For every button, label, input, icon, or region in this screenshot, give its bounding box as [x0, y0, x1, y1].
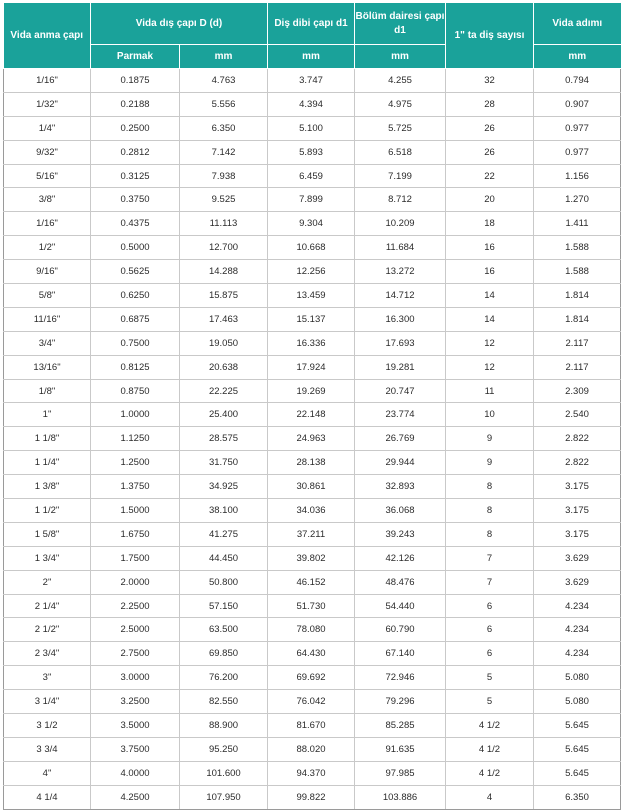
- table-row: [4, 522, 621, 546]
- header-threads-per-inch: 1" ta diş sayısı: [446, 3, 534, 69]
- cell-pitch-diameter-mm: 4.975: [355, 92, 446, 116]
- table-row: [4, 570, 621, 594]
- cell-root-mm: 51.730: [268, 594, 355, 618]
- cell-threads-per-inch: 20: [446, 188, 534, 212]
- cell-nominal-size: 2 1/2": [4, 618, 91, 642]
- cell-pitch-mm: 2.540: [534, 403, 621, 427]
- table-row: [4, 737, 621, 761]
- subheader-pitch-diameter-mm: mm: [355, 45, 446, 69]
- cell-root-mm: 22.148: [268, 403, 355, 427]
- cell-outer-mm: 11.113: [180, 212, 268, 236]
- cell-outer-mm: 34.925: [180, 475, 268, 499]
- table-row: [4, 642, 621, 666]
- cell-pitch-diameter-mm: 6.518: [355, 140, 446, 164]
- cell-pitch-mm: 1.588: [534, 260, 621, 284]
- cell-pitch-diameter-mm: 19.281: [355, 355, 446, 379]
- cell-outer-inch: 1.3750: [91, 475, 180, 499]
- cell-pitch-diameter-mm: 16.300: [355, 307, 446, 331]
- cell-outer-mm: 50.800: [180, 570, 268, 594]
- cell-root-mm: 5.100: [268, 116, 355, 140]
- table-row: [4, 284, 621, 308]
- cell-pitch-diameter-mm: 97.985: [355, 761, 446, 785]
- cell-threads-per-inch: 6: [446, 642, 534, 666]
- table-row: [4, 403, 621, 427]
- cell-threads-per-inch: 18: [446, 212, 534, 236]
- cell-threads-per-inch: 14: [446, 307, 534, 331]
- table-row: [4, 355, 621, 379]
- cell-pitch-mm: 2.822: [534, 451, 621, 475]
- cell-threads-per-inch: 5: [446, 666, 534, 690]
- table-row: [4, 140, 621, 164]
- cell-pitch-diameter-mm: 4.255: [355, 69, 446, 93]
- cell-nominal-size: 4 1/4: [4, 785, 91, 809]
- table-row: [4, 690, 621, 714]
- cell-pitch-mm: 0.794: [534, 69, 621, 93]
- cell-pitch-diameter-mm: 60.790: [355, 618, 446, 642]
- cell-threads-per-inch: 12: [446, 331, 534, 355]
- cell-outer-mm: 95.250: [180, 737, 268, 761]
- header-outer-diameter: Vida dış çapı D (d): [91, 3, 268, 45]
- cell-outer-inch: 0.6250: [91, 284, 180, 308]
- cell-pitch-diameter-mm: 32.893: [355, 475, 446, 499]
- cell-root-mm: 12.256: [268, 260, 355, 284]
- cell-pitch-mm: 5.080: [534, 666, 621, 690]
- table-body: [4, 69, 621, 810]
- cell-nominal-size: 2 3/4": [4, 642, 91, 666]
- cell-threads-per-inch: 14: [446, 284, 534, 308]
- table-row: [4, 427, 621, 451]
- cell-pitch-diameter-mm: 54.440: [355, 594, 446, 618]
- cell-pitch-mm: 1.814: [534, 307, 621, 331]
- subheader-pitch-mm: mm: [534, 45, 621, 69]
- header-root-diameter: Diş dibi çapı d1: [268, 3, 355, 45]
- cell-nominal-size: 1/2": [4, 236, 91, 260]
- cell-nominal-size: 1 1/8": [4, 427, 91, 451]
- cell-root-mm: 5.893: [268, 140, 355, 164]
- cell-pitch-mm: 3.175: [534, 522, 621, 546]
- cell-threads-per-inch: 10: [446, 403, 534, 427]
- cell-nominal-size: 3/8": [4, 188, 91, 212]
- cell-outer-mm: 76.200: [180, 666, 268, 690]
- cell-root-mm: 37.211: [268, 522, 355, 546]
- cell-outer-inch: 2.5000: [91, 618, 180, 642]
- cell-root-mm: 30.861: [268, 475, 355, 499]
- cell-threads-per-inch: 6: [446, 618, 534, 642]
- cell-threads-per-inch: 26: [446, 116, 534, 140]
- cell-pitch-diameter-mm: 39.243: [355, 522, 446, 546]
- cell-root-mm: 78.080: [268, 618, 355, 642]
- cell-outer-inch: 3.2500: [91, 690, 180, 714]
- cell-root-mm: 24.963: [268, 427, 355, 451]
- cell-root-mm: 16.336: [268, 331, 355, 355]
- cell-pitch-diameter-mm: 36.068: [355, 499, 446, 523]
- cell-nominal-size: 2": [4, 570, 91, 594]
- cell-outer-inch: 4.0000: [91, 761, 180, 785]
- cell-threads-per-inch: 22: [446, 164, 534, 188]
- table-row: [4, 785, 621, 809]
- table-row: [4, 666, 621, 690]
- cell-threads-per-inch: 7: [446, 546, 534, 570]
- cell-nominal-size: 3 3/4: [4, 737, 91, 761]
- subheader-outer-inch: Parmak: [91, 45, 180, 69]
- cell-threads-per-inch: 5: [446, 690, 534, 714]
- cell-pitch-mm: 3.175: [534, 499, 621, 523]
- cell-threads-per-inch: 12: [446, 355, 534, 379]
- cell-nominal-size: 5/8": [4, 284, 91, 308]
- cell-outer-mm: 5.556: [180, 92, 268, 116]
- cell-nominal-size: 1/16": [4, 212, 91, 236]
- cell-outer-mm: 44.450: [180, 546, 268, 570]
- thread-table-container: [3, 3, 620, 810]
- table-row: [4, 116, 621, 140]
- table-row: [4, 236, 621, 260]
- cell-pitch-diameter-mm: 85.285: [355, 714, 446, 738]
- cell-outer-inch: 0.3750: [91, 188, 180, 212]
- cell-nominal-size: 3/4": [4, 331, 91, 355]
- cell-pitch-diameter-mm: 14.712: [355, 284, 446, 308]
- cell-nominal-size: 1/8": [4, 379, 91, 403]
- cell-pitch-diameter-mm: 5.725: [355, 116, 446, 140]
- cell-nominal-size: 1/16": [4, 69, 91, 93]
- cell-nominal-size: 3": [4, 666, 91, 690]
- table-row: [4, 188, 621, 212]
- cell-root-mm: 69.692: [268, 666, 355, 690]
- cell-pitch-mm: 6.350: [534, 785, 621, 809]
- table-row: [4, 212, 621, 236]
- cell-outer-inch: 0.8750: [91, 379, 180, 403]
- table-row: [4, 69, 621, 93]
- cell-threads-per-inch: 7: [446, 570, 534, 594]
- cell-root-mm: 10.668: [268, 236, 355, 260]
- cell-root-mm: 9.304: [268, 212, 355, 236]
- table-row: [4, 92, 621, 116]
- cell-nominal-size: 4": [4, 761, 91, 785]
- cell-nominal-size: 9/32": [4, 140, 91, 164]
- cell-threads-per-inch: 8: [446, 522, 534, 546]
- header-pitch-diameter: Bölüm dairesi çapı d1: [355, 3, 446, 45]
- cell-outer-mm: 7.938: [180, 164, 268, 188]
- table-row: [4, 379, 621, 403]
- table-row: [4, 307, 621, 331]
- cell-outer-mm: 19.050: [180, 331, 268, 355]
- cell-outer-inch: 3.0000: [91, 666, 180, 690]
- cell-pitch-diameter-mm: 7.199: [355, 164, 446, 188]
- cell-root-mm: 94.370: [268, 761, 355, 785]
- cell-pitch-diameter-mm: 20.747: [355, 379, 446, 403]
- cell-pitch-mm: 1.270: [534, 188, 621, 212]
- cell-nominal-size: 1/32": [4, 92, 91, 116]
- cell-threads-per-inch: 6: [446, 594, 534, 618]
- cell-outer-mm: 17.463: [180, 307, 268, 331]
- cell-pitch-mm: 5.645: [534, 761, 621, 785]
- table-row: [4, 164, 621, 188]
- cell-nominal-size: 13/16": [4, 355, 91, 379]
- cell-pitch-diameter-mm: 11.684: [355, 236, 446, 260]
- cell-outer-mm: 15.875: [180, 284, 268, 308]
- cell-outer-mm: 22.225: [180, 379, 268, 403]
- cell-root-mm: 3.747: [268, 69, 355, 93]
- cell-outer-mm: 4.763: [180, 69, 268, 93]
- cell-root-mm: 6.459: [268, 164, 355, 188]
- cell-root-mm: 15.137: [268, 307, 355, 331]
- cell-outer-inch: 0.2188: [91, 92, 180, 116]
- cell-threads-per-inch: 32: [446, 69, 534, 93]
- cell-outer-inch: 0.5625: [91, 260, 180, 284]
- cell-nominal-size: 1 3/8": [4, 475, 91, 499]
- cell-outer-mm: 63.500: [180, 618, 268, 642]
- table-row: [4, 714, 621, 738]
- cell-outer-inch: 1.6750: [91, 522, 180, 546]
- cell-outer-inch: 0.7500: [91, 331, 180, 355]
- cell-pitch-mm: 0.977: [534, 140, 621, 164]
- cell-outer-inch: 0.2812: [91, 140, 180, 164]
- cell-outer-mm: 107.950: [180, 785, 268, 809]
- cell-threads-per-inch: 4 1/2: [446, 761, 534, 785]
- cell-pitch-diameter-mm: 23.774: [355, 403, 446, 427]
- cell-threads-per-inch: 28: [446, 92, 534, 116]
- cell-outer-inch: 2.7500: [91, 642, 180, 666]
- cell-outer-mm: 88.900: [180, 714, 268, 738]
- cell-nominal-size: 3 1/2: [4, 714, 91, 738]
- cell-outer-inch: 1.0000: [91, 403, 180, 427]
- cell-outer-mm: 82.550: [180, 690, 268, 714]
- cell-root-mm: 17.924: [268, 355, 355, 379]
- cell-nominal-size: 1/4": [4, 116, 91, 140]
- cell-threads-per-inch: 26: [446, 140, 534, 164]
- table-row: [4, 475, 621, 499]
- cell-outer-mm: 41.275: [180, 522, 268, 546]
- cell-pitch-mm: 1.588: [534, 236, 621, 260]
- table-row: [4, 260, 621, 284]
- cell-outer-mm: 6.350: [180, 116, 268, 140]
- cell-pitch-mm: 3.629: [534, 546, 621, 570]
- table-row: [4, 451, 621, 475]
- cell-outer-inch: 0.6875: [91, 307, 180, 331]
- cell-root-mm: 19.269: [268, 379, 355, 403]
- cell-pitch-mm: 4.234: [534, 618, 621, 642]
- header-nominal-size: Vida anma çapı: [4, 3, 91, 69]
- cell-outer-mm: 28.575: [180, 427, 268, 451]
- cell-nominal-size: 1": [4, 403, 91, 427]
- cell-pitch-diameter-mm: 67.140: [355, 642, 446, 666]
- cell-outer-mm: 12.700: [180, 236, 268, 260]
- cell-threads-per-inch: 16: [446, 260, 534, 284]
- cell-outer-mm: 9.525: [180, 188, 268, 212]
- cell-pitch-mm: 4.234: [534, 594, 621, 618]
- cell-root-mm: 88.020: [268, 737, 355, 761]
- table-row: [4, 331, 621, 355]
- cell-root-mm: 76.042: [268, 690, 355, 714]
- cell-pitch-diameter-mm: 13.272: [355, 260, 446, 284]
- cell-outer-mm: 57.150: [180, 594, 268, 618]
- cell-outer-inch: 1.7500: [91, 546, 180, 570]
- cell-root-mm: 81.670: [268, 714, 355, 738]
- cell-threads-per-inch: 8: [446, 475, 534, 499]
- cell-pitch-mm: 2.309: [534, 379, 621, 403]
- cell-pitch-diameter-mm: 42.126: [355, 546, 446, 570]
- cell-pitch-diameter-mm: 29.944: [355, 451, 446, 475]
- cell-pitch-diameter-mm: 26.769: [355, 427, 446, 451]
- cell-pitch-diameter-mm: 17.693: [355, 331, 446, 355]
- cell-nominal-size: 1 1/2": [4, 499, 91, 523]
- cell-outer-inch: 4.2500: [91, 785, 180, 809]
- subheader-outer-mm: mm: [180, 45, 268, 69]
- cell-pitch-diameter-mm: 48.476: [355, 570, 446, 594]
- cell-pitch-mm: 3.175: [534, 475, 621, 499]
- cell-root-mm: 34.036: [268, 499, 355, 523]
- cell-threads-per-inch: 9: [446, 451, 534, 475]
- cell-root-mm: 7.899: [268, 188, 355, 212]
- cell-nominal-size: 3 1/4": [4, 690, 91, 714]
- cell-outer-mm: 14.288: [180, 260, 268, 284]
- cell-nominal-size: 5/16": [4, 164, 91, 188]
- cell-pitch-mm: 0.977: [534, 116, 621, 140]
- cell-root-mm: 46.152: [268, 570, 355, 594]
- cell-outer-inch: 3.7500: [91, 737, 180, 761]
- cell-root-mm: 99.822: [268, 785, 355, 809]
- cell-nominal-size: 9/16": [4, 260, 91, 284]
- cell-pitch-mm: 3.629: [534, 570, 621, 594]
- cell-outer-inch: 0.8125: [91, 355, 180, 379]
- header-thread-pitch: Vida adımı: [534, 3, 621, 45]
- cell-nominal-size: 1 3/4": [4, 546, 91, 570]
- cell-outer-mm: 38.100: [180, 499, 268, 523]
- cell-threads-per-inch: 11: [446, 379, 534, 403]
- cell-root-mm: 39.802: [268, 546, 355, 570]
- cell-outer-mm: 31.750: [180, 451, 268, 475]
- cell-outer-inch: 0.4375: [91, 212, 180, 236]
- cell-pitch-diameter-mm: 10.209: [355, 212, 446, 236]
- cell-root-mm: 28.138: [268, 451, 355, 475]
- cell-outer-mm: 69.850: [180, 642, 268, 666]
- cell-pitch-mm: 1.814: [534, 284, 621, 308]
- cell-threads-per-inch: 8: [446, 499, 534, 523]
- cell-outer-inch: 0.2500: [91, 116, 180, 140]
- table-header: [4, 3, 621, 69]
- table-row: [4, 546, 621, 570]
- table-row: [4, 594, 621, 618]
- cell-pitch-mm: 2.117: [534, 355, 621, 379]
- cell-pitch-mm: 5.080: [534, 690, 621, 714]
- cell-pitch-mm: 5.645: [534, 714, 621, 738]
- cell-outer-inch: 3.5000: [91, 714, 180, 738]
- cell-pitch-diameter-mm: 91.635: [355, 737, 446, 761]
- cell-pitch-diameter-mm: 103.886: [355, 785, 446, 809]
- cell-pitch-mm: 4.234: [534, 642, 621, 666]
- cell-pitch-mm: 1.411: [534, 212, 621, 236]
- cell-outer-mm: 25.400: [180, 403, 268, 427]
- cell-pitch-mm: 2.822: [534, 427, 621, 451]
- cell-root-mm: 64.430: [268, 642, 355, 666]
- cell-threads-per-inch: 4 1/2: [446, 737, 534, 761]
- cell-threads-per-inch: 4: [446, 785, 534, 809]
- subheader-root-mm: mm: [268, 45, 355, 69]
- thread-dimensions-table: [3, 3, 621, 810]
- cell-pitch-diameter-mm: 79.296: [355, 690, 446, 714]
- cell-nominal-size: 1 5/8": [4, 522, 91, 546]
- cell-outer-inch: 0.1875: [91, 69, 180, 93]
- cell-pitch-mm: 2.117: [534, 331, 621, 355]
- cell-nominal-size: 2 1/4": [4, 594, 91, 618]
- cell-threads-per-inch: 9: [446, 427, 534, 451]
- table-row: [4, 499, 621, 523]
- cell-pitch-mm: 0.907: [534, 92, 621, 116]
- table-row: [4, 761, 621, 785]
- cell-pitch-mm: 1.156: [534, 164, 621, 188]
- cell-outer-inch: 0.3125: [91, 164, 180, 188]
- cell-outer-inch: 2.2500: [91, 594, 180, 618]
- cell-outer-inch: 2.0000: [91, 570, 180, 594]
- cell-nominal-size: 11/16": [4, 307, 91, 331]
- cell-outer-inch: 1.1250: [91, 427, 180, 451]
- cell-outer-mm: 7.142: [180, 140, 268, 164]
- cell-outer-mm: 20.638: [180, 355, 268, 379]
- cell-nominal-size: 1 1/4": [4, 451, 91, 475]
- cell-threads-per-inch: 16: [446, 236, 534, 260]
- cell-outer-mm: 101.600: [180, 761, 268, 785]
- cell-outer-inch: 1.2500: [91, 451, 180, 475]
- cell-root-mm: 4.394: [268, 92, 355, 116]
- cell-pitch-diameter-mm: 72.946: [355, 666, 446, 690]
- cell-outer-inch: 0.5000: [91, 236, 180, 260]
- cell-outer-inch: 1.5000: [91, 499, 180, 523]
- cell-pitch-diameter-mm: 8.712: [355, 188, 446, 212]
- cell-pitch-mm: 5.645: [534, 737, 621, 761]
- table-row: [4, 618, 621, 642]
- cell-root-mm: 13.459: [268, 284, 355, 308]
- cell-threads-per-inch: 4 1/2: [446, 714, 534, 738]
